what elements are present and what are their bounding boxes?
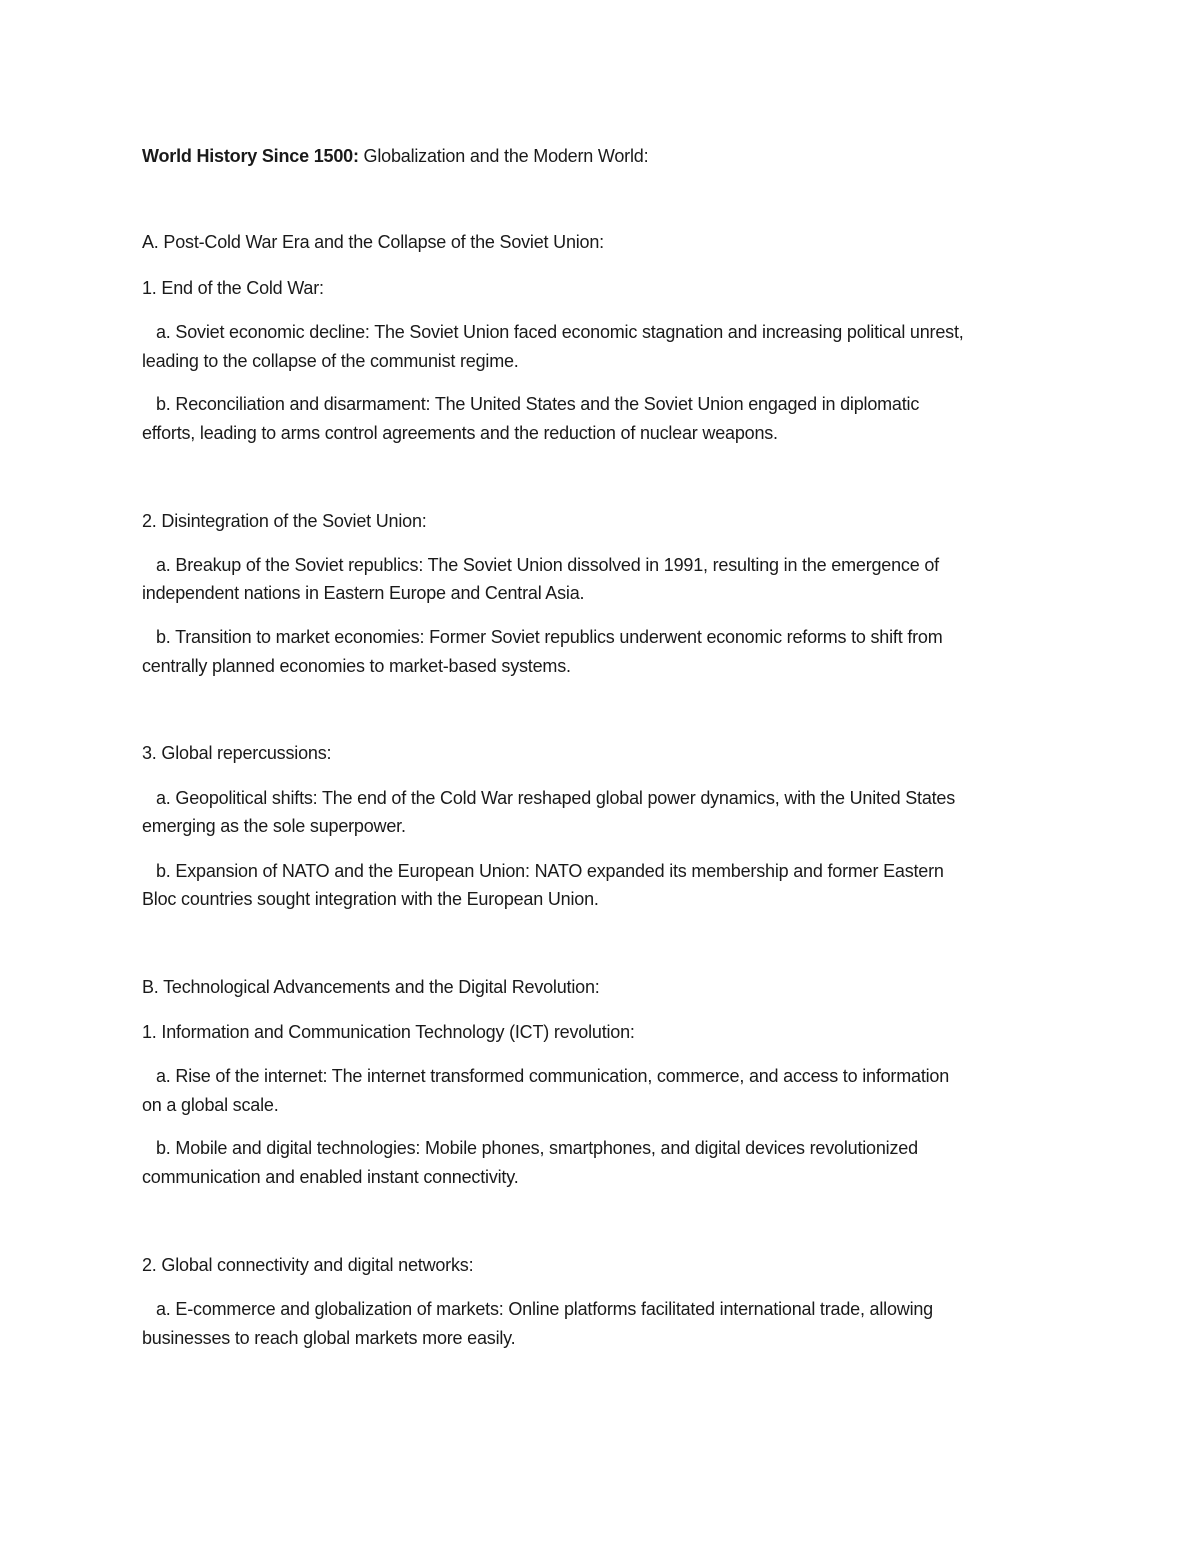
paragraph-line: b. Mobile and digital technologies: Mobile phones, smartphones, and digital devices revolutionized	[156, 1138, 918, 1158]
paragraph-line: communication and enabled instant connectivity.	[142, 1167, 519, 1187]
subsection-heading: 2. Disintegration of the Soviet Union:	[142, 511, 427, 531]
section-heading-a: A. Post-Cold War Era and the Collapse of the Soviet Union:	[142, 232, 604, 252]
paragraph-line: b. Expansion of NATO and the European Union: NATO expanded its membership and former Eastern	[156, 861, 944, 881]
paragraph-line: b. Reconciliation and disarmament: The United States and the Soviet Union engaged in diplomatic	[156, 394, 920, 414]
paragraph-line: businesses to reach global markets more easily.	[142, 1328, 516, 1348]
paragraph-line: independent nations in Eastern Europe and Central Asia.	[142, 583, 585, 603]
subsection-heading: 1. Information and Communication Technology (ICT) revolution:	[142, 1022, 635, 1042]
paragraph-line: b. Transition to market economies: Former Soviet republics underwent economic reforms to shift from	[156, 627, 943, 647]
title-bold-part: World History Since 1500:	[142, 146, 359, 166]
paragraph-line: emerging as the sole superpower.	[142, 816, 406, 836]
document-title	[142, 144, 648, 168]
paragraph-line: on a global scale.	[142, 1095, 279, 1115]
paragraph-line: a. E-commerce and globalization of markets: Online platforms facilitated international trade, allowing	[156, 1299, 933, 1319]
title-rest-part: Globalization and the Modern World:	[358, 146, 649, 166]
paragraph-line: leading to the collapse of the communist regime.	[142, 351, 519, 371]
paragraph-line: a. Geopolitical shifts: The end of the Cold War reshaped global power dynamics, with the United States	[156, 788, 956, 808]
paragraph-line: centrally planned economies to market-based systems.	[142, 656, 571, 676]
subsection-heading: 1. End of the Cold War:	[142, 278, 324, 298]
subsection-heading: 2. Global connectivity and digital networks:	[142, 1255, 474, 1275]
paragraph-line: a. Soviet economic decline: The Soviet Union faced economic stagnation and increasing political unrest,	[156, 322, 964, 342]
paragraph-line: Bloc countries sought integration with the European Union.	[142, 889, 599, 909]
paragraph-line: a. Rise of the internet: The internet transformed communication, commerce, and access to information	[156, 1066, 950, 1086]
subsection-heading: 3. Global repercussions:	[142, 743, 332, 763]
paragraph-line: a. Breakup of the Soviet republics: The Soviet Union dissolved in 1991, resulting in the emergence of	[156, 555, 939, 575]
paragraph-line: efforts, leading to arms control agreements and the reduction of nuclear weapons.	[142, 423, 778, 443]
section-heading-b: B. Technological Advancements and the Digital Revolution:	[142, 977, 600, 997]
